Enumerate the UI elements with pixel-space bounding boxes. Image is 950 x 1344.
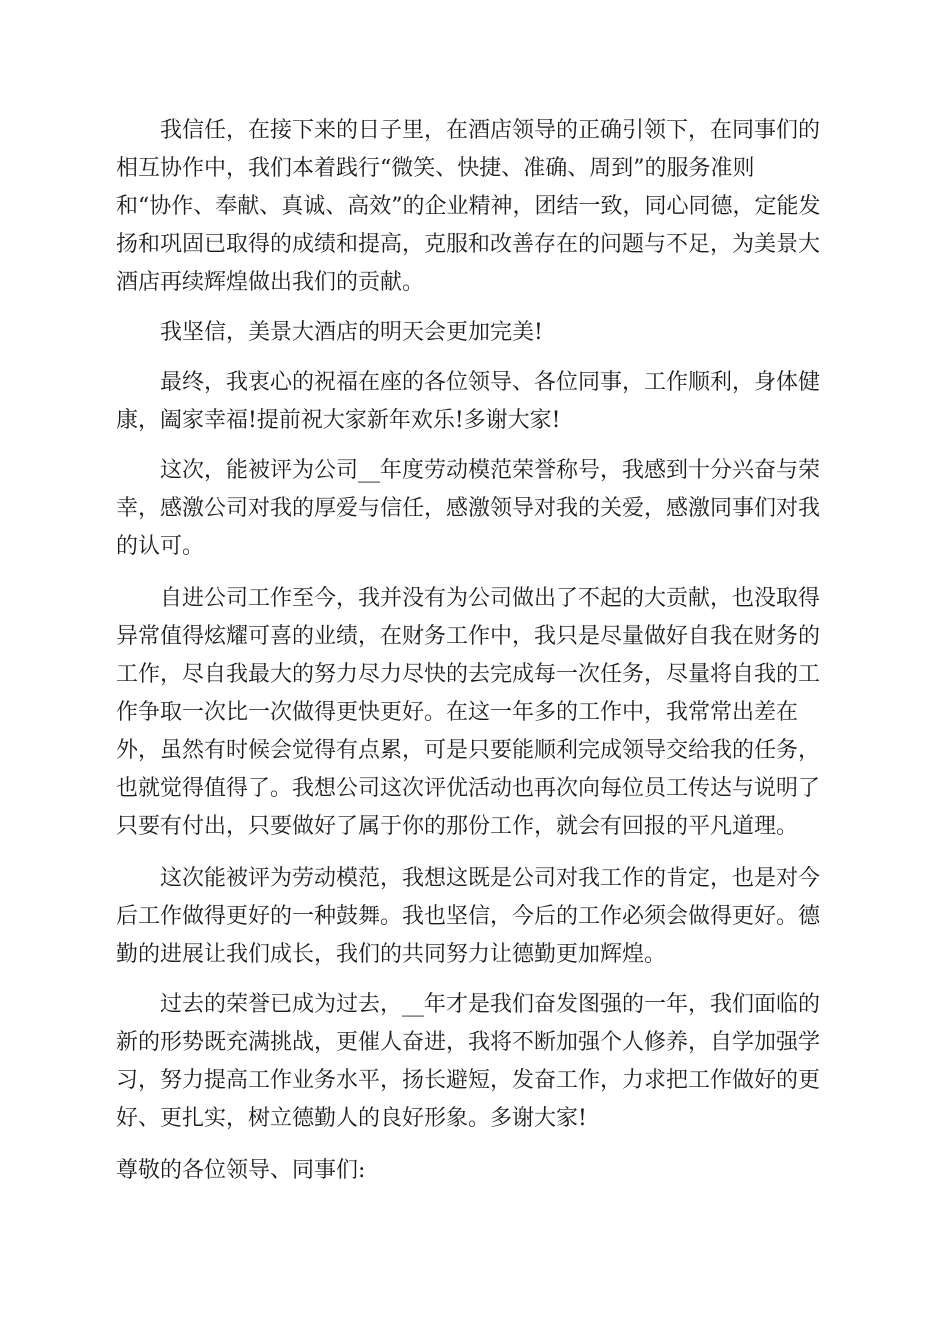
paragraph-trust: 我信任，在接下来的日子里，在酒店领导的正确引领下，在同事们的相互协作中，我们本着践行“微笑、快捷、准确、周到”的服务准则 和“协作、奉献、真诚、高效”的企业精神，团结一致，同心同德，定能发扬和巩固已取得的成绩和提高，克服和改善存在的问题与不足，为美景大酒店再续辉煌做出我们的贡献。: [116, 118, 821, 295]
paragraph-blessing: 最终，我衷心的祝福在座的各位领导、各位同事，工作顺利，身体健康，阖家幸福!提前祝大家新年欢乐!多谢大家!: [116, 370, 821, 433]
paragraph-belief: 我坚信，美景大酒店的明天会更加完美!: [116, 320, 543, 345]
paragraph-salutation: 尊敬的各位领导、同事们:: [116, 1158, 366, 1183]
paragraph-work: 自进公司工作至今，我并没有为公司做出了不起的大贡献，也没取得异常值得炫耀可喜的业绩，在财务工作中，我只是尽量做好自我在财务的工作，尽自我最大的努力尽力尽快的去完成每一次任务，尽量将自我的工作争取一次比一次做得更快更好。在这一年多的工作中，我常常出差在外，虽然有时候会觉得有点累，可是只要能顺利完成领导交给我的任务，也就觉得值得了。我想公司这次评优活动也再次向每位员工传达与说明了只要有付出，只要做好了属于你的那份工作，就会有回报的平凡道理。: [116, 586, 821, 839]
document-body: [116, 112, 836, 1190]
paragraph-future: 过去的荣誉已成为过去，__年才是我们奋发图强的一年，我们面临的新的形势既充满挑战，更催人奋进，我将不断加强个人修养，自学加强学习，努力提高工作业务水平，扬长避短，发奋工作，力求把工作做好的更好、更扎实，树立德勤人的良好形象。多谢大家!: [116, 992, 821, 1131]
paragraph-honor: 这次，能被评为公司__年度劳动模范荣誉称号，我感到十分兴奋与荣幸，感激公司对我的厚爱与信任，感激领导对我的关爱，感激同事们对我的认可。: [116, 458, 821, 559]
paragraph-model-worker: 这次能被评为劳动模范，我想这既是公司对我工作的肯定，也是对今后工作做得更好的一种鼓舞。我也坚信，今后的工作必须会做得更好。德勤的进展让我们成长，我们的共同努力让德勤更加辉煌。: [116, 866, 821, 967]
